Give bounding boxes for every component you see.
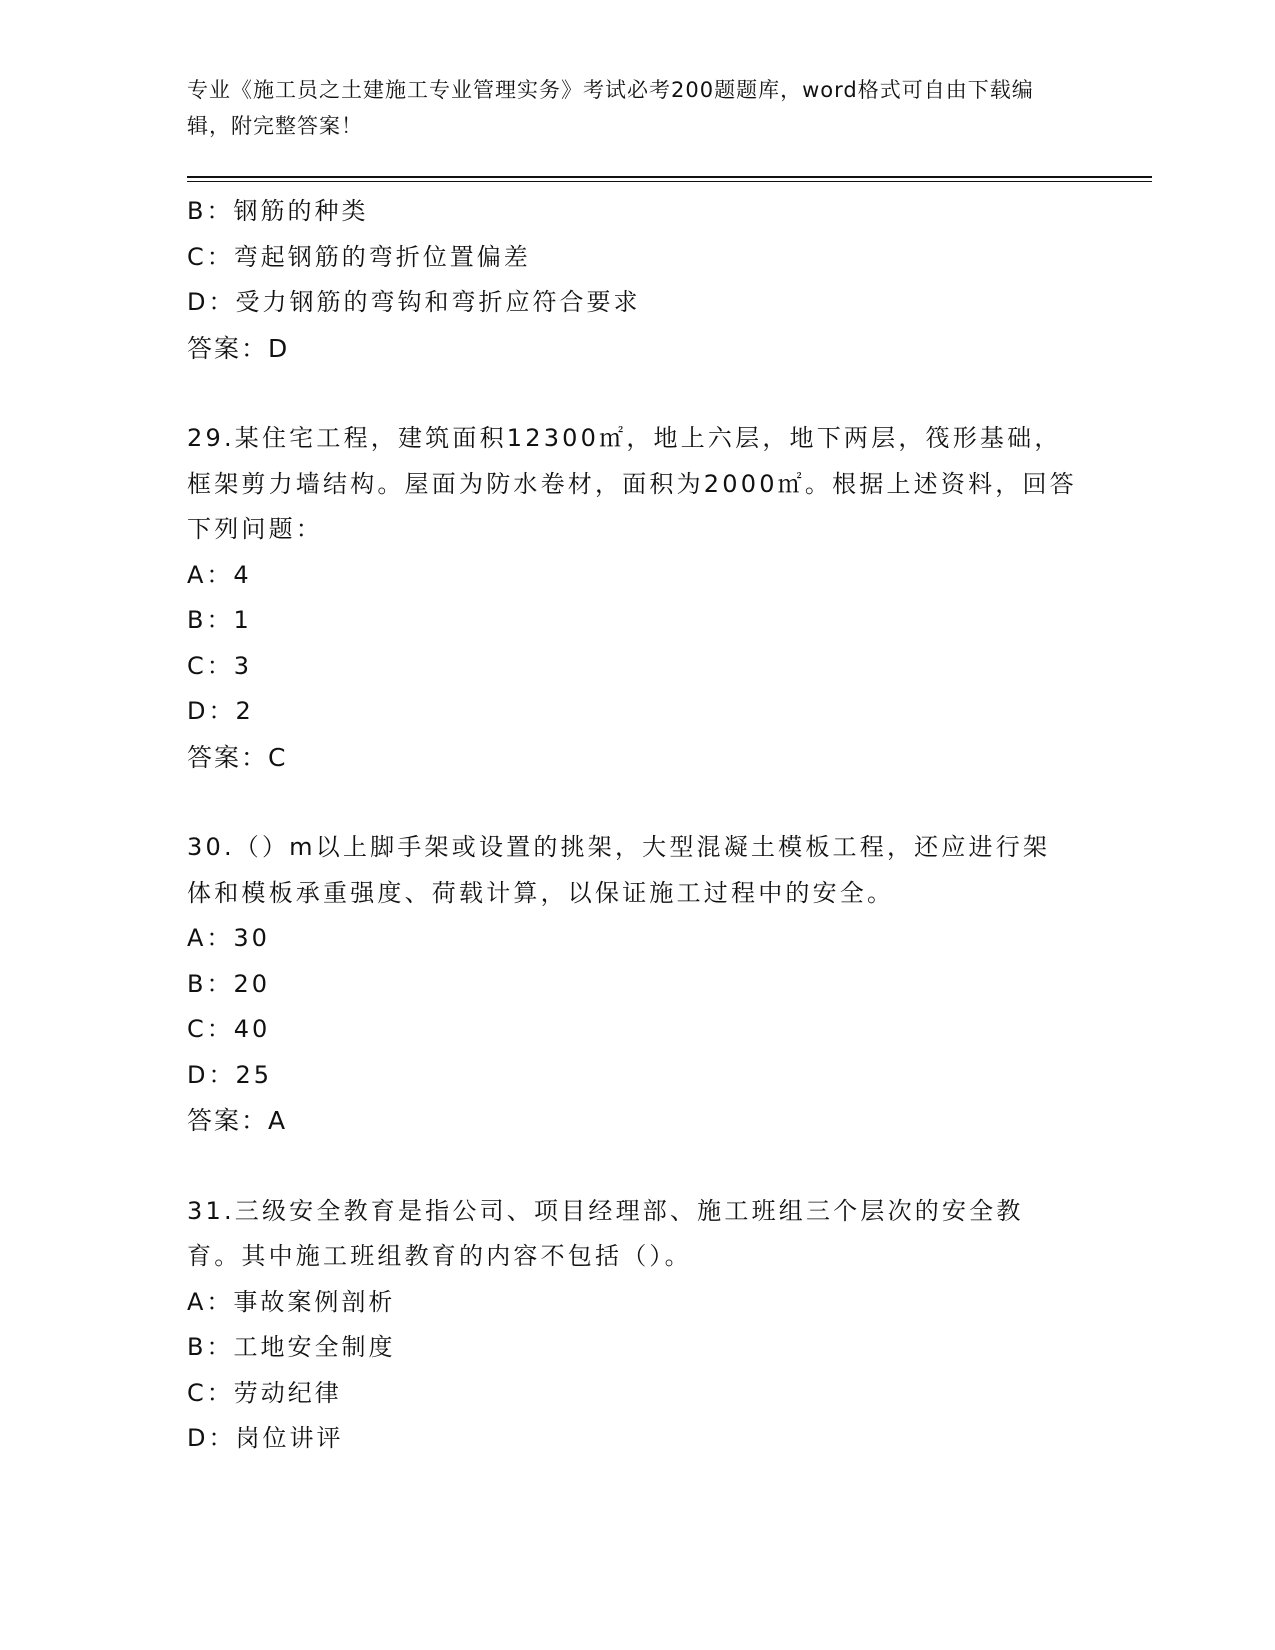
answer-label: 答案：C xyxy=(187,742,288,772)
option-d: D：25 xyxy=(187,1060,273,1089)
option-b: B：钢筋的种类 xyxy=(187,197,369,225)
option-b: B：1 xyxy=(187,606,252,634)
answer-label: 答案：D xyxy=(187,333,290,363)
option-c: C：40 xyxy=(187,1015,271,1043)
option-b: B：20 xyxy=(187,969,271,998)
option-a: A：30 xyxy=(187,924,270,952)
question-stem: 30.（）m以上脚手架或设置的挑架，大型混凝土模板工程，还应进行架体和模板承重强度、荷载计算，以保证施工过程中的安全。 xyxy=(187,833,1051,907)
option-d: D：受力钢筋的弯钩和弯折应符合要求 xyxy=(187,288,641,316)
page-header: 专业《施工员之土建施工专业管理实务》考试必考200题题库，word格式可自由下载编辑，附完整答案！ xyxy=(187,78,1034,138)
spacer xyxy=(187,1144,1077,1189)
header-rule-thick xyxy=(187,176,1152,178)
question-31 xyxy=(187,1189,1077,1462)
option-a: A：4 xyxy=(187,560,252,589)
question-list xyxy=(187,189,1077,1462)
header-rule-thin xyxy=(187,181,1152,182)
question-stem: 31.三级安全教育是指公司、项目经理部、施工班组三个层次的安全教育。其中施工班组教育的内容不包括（）。 xyxy=(187,1196,1024,1270)
question-30 xyxy=(187,825,1077,1144)
spacer xyxy=(187,371,1077,416)
option-b: B：工地安全制度 xyxy=(187,1333,396,1361)
spacer xyxy=(187,780,1077,825)
question-fragment xyxy=(187,189,1077,371)
answer-label: 答案：A xyxy=(187,1106,288,1135)
question-29 xyxy=(187,416,1077,780)
option-d: D：岗位讲评 xyxy=(187,1424,344,1452)
option-c: C：劳动纪律 xyxy=(187,1378,342,1407)
option-a: A：事故案例剖析 xyxy=(187,1287,396,1316)
option-c: C：弯起钢筋的弯折位置偏差 xyxy=(187,242,531,271)
question-stem: 29.某住宅工程，建筑面积12300㎡，地上六层，地下两层，筏形基础，框架剪力墙结构。屋面为防水卷材，面积为2000㎡。根据上述资料，回答下列问题： xyxy=(187,424,1077,543)
option-c: C：3 xyxy=(187,651,253,680)
option-d: D：2 xyxy=(187,697,254,725)
